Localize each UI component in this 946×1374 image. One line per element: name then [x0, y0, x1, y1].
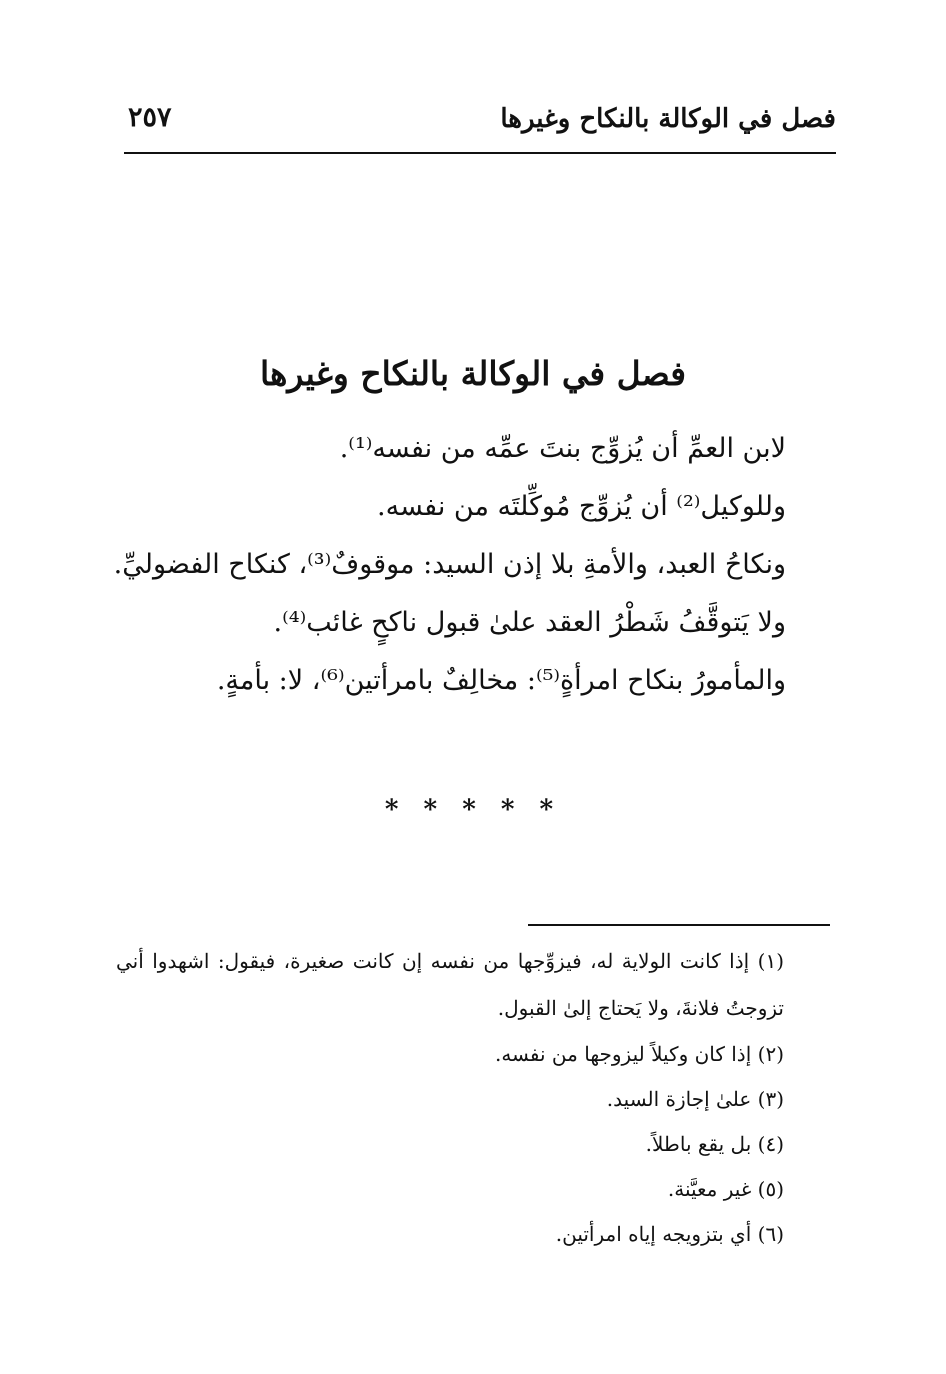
- text-line: ونكاحُ العبد، والأمةِ بلا إذن السيد: موقوفٌ⁽³⁾، كنكاح الفضوليِّ.: [113, 549, 786, 580]
- footnote-item: (٢) إذا كان وكيلاً ليزوجها من نفسه.: [494, 1042, 784, 1066]
- footnote-item: (٤) بل يقع باطلاً.: [645, 1132, 784, 1156]
- section-separator: * * * * *: [384, 795, 562, 825]
- page-header: [124, 100, 836, 154]
- running-title: فصل في الوكالة بالنكاح وغيرها: [500, 104, 836, 134]
- text-line: والمأمورُ بنكاح امرأةٍ⁽⁵⁾: مخالِفٌ بامرأتين⁽⁶⁾، لا: بأمةٍ.: [216, 665, 786, 696]
- page-number: ٢٥٧: [128, 102, 172, 133]
- text-line: لابن العمِّ أن يُزوِّج بنتَ عمِّه من نفسه⁽¹⁾.: [339, 433, 786, 464]
- footnote-item: (٦) أي بتزويجه إياه امرأتين.: [555, 1222, 784, 1246]
- footnotes: [116, 938, 784, 1257]
- chapter-title: فصل في الوكالة بالنكاح وغيرها: [259, 354, 687, 394]
- footnote-item: (١) إذا كانت الولاية له، فيزوِّجها من نفسه إن كانت صغيرة، فيقول: اشهدوا أني تزوجتُ فلانةَ، ولا يَحتاج إلىٰ القبول.: [116, 949, 784, 1020]
- footnote-item: (٥) غير معيَّنة.: [667, 1177, 784, 1201]
- text-line: ولا يَتوقَّفُ شَطْرُ العقد علىٰ قبول ناكحٍ غائب⁽⁴⁾.: [273, 607, 786, 638]
- text-line: وللوكيل⁽²⁾ أن يُزوِّج مُوكِّلتَه من نفسه.: [377, 491, 786, 522]
- main-text: [113, 420, 786, 710]
- footnote-divider: [528, 924, 830, 926]
- footnote-item: (٣) علىٰ إجازة السيد.: [606, 1087, 784, 1111]
